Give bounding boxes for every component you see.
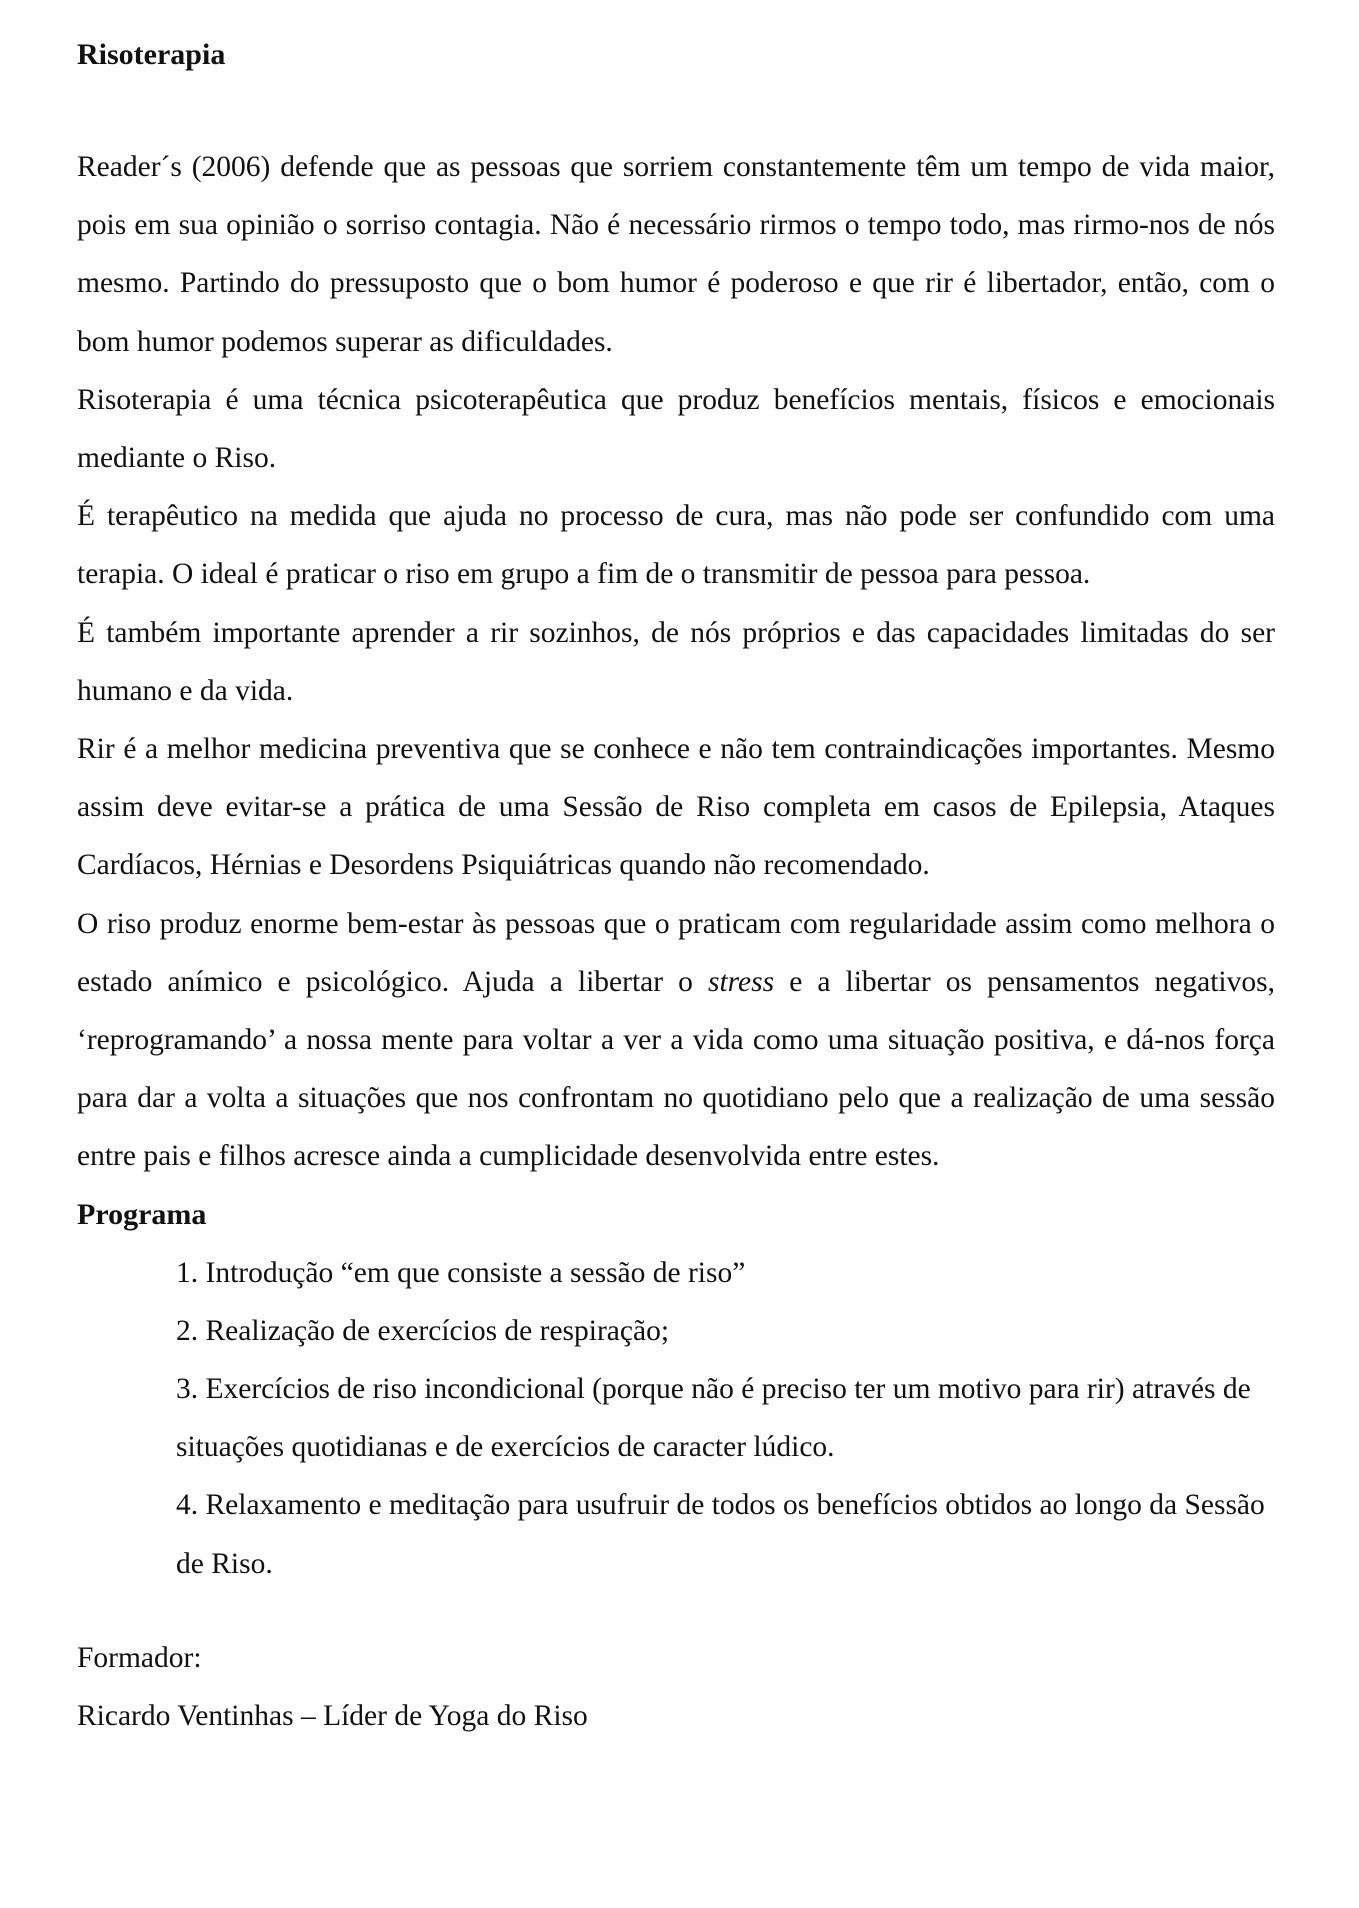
page-title: Risoterapia <box>77 38 226 71</box>
paragraph-wellbeing-text-end: e a libertar os pensamentos negativos, ‘reprogramando’ a nossa mente para voltar a ver a vida como uma situação positiva, e dá-nos força para dar a volta a situações que nos confrontam no quotidiano pelo que a realização de uma sessão entre pais e filhos acresce ainda a cumplicidade desenvolvida entre estes. <box>77 965 1275 1173</box>
spacer <box>77 1593 1275 1629</box>
paragraph-therapeutic: É terapêutico na medida que ajuda no processo de cura, mas não pode ser confundido com uma terapia. O ideal é praticar o riso em grupo a fim de o transmitir de pessoa para pessoa. <box>77 500 1275 591</box>
trainer-name: Ricardo Ventinhas – Líder de Yoga do Riso <box>77 1700 588 1733</box>
program-heading: Programa <box>77 1197 207 1231</box>
stress-term: stress <box>707 965 775 998</box>
document-page <box>77 26 1275 1745</box>
paragraph-preventive-medicine: Rir é a melhor medicina preventiva que se conhece e não tem contraindicações importantes. Mesmo assim deve evitar-se a prática de uma Sessão de Riso completa em casos de Epilepsia, Ataques Cardíacos, Hérnias e Desordens Psiquiátricas quando não recomendado. <box>77 733 1275 882</box>
paragraph-readers: Reader´s (2006) defende que as pessoas que sorriem constantemente têm um tempo de vida maior, pois em sua opinião o sorriso contagia. Não é necessário rirmos o tempo todo, mas rirmo-nos de nós mesmo. Partindo do pressuposto que o bom humor é poderoso e que rir é libertador, então, com o bom humor podemos superar as dificuldades. <box>77 151 1275 358</box>
program-list <box>77 1244 1275 1593</box>
paragraph-wellbeing-text-start: O riso produz enorme bem-estar às pessoas que o praticam com regularidade assim como melhora o estado anímico e psicológico. Ajuda a libertar o <box>77 907 1275 998</box>
trainer-label: Formador: <box>77 1641 202 1674</box>
paragraph-laugh-alone: É também importante aprender a rir sozinhos, de nós próprios e das capacidades limitadas do ser humano e da vida. <box>77 616 1275 707</box>
program-item: 4. Relaxamento e meditação para usufruir de todos os benefícios obtidos ao longo da Sessão de Riso. <box>176 1489 1265 1580</box>
program-item: 3. Exercícios de riso incondicional (porque não é preciso ter um motivo para rir) através de situações quotidianas e de exercícios de caracter lúdico. <box>176 1373 1251 1464</box>
spacer <box>77 84 1275 138</box>
program-item: 1. Introdução “em que consiste a sessão de riso” <box>176 1256 746 1289</box>
paragraph-wellbeing <box>77 895 1275 1186</box>
program-item: 2. Realização de exercícios de respiração; <box>176 1314 670 1347</box>
paragraph-risoterapia-definition: Risoterapia é uma técnica psicoterapêutica que produz benefícios mentais, físicos e emocionais mediante o Riso. <box>77 383 1275 475</box>
